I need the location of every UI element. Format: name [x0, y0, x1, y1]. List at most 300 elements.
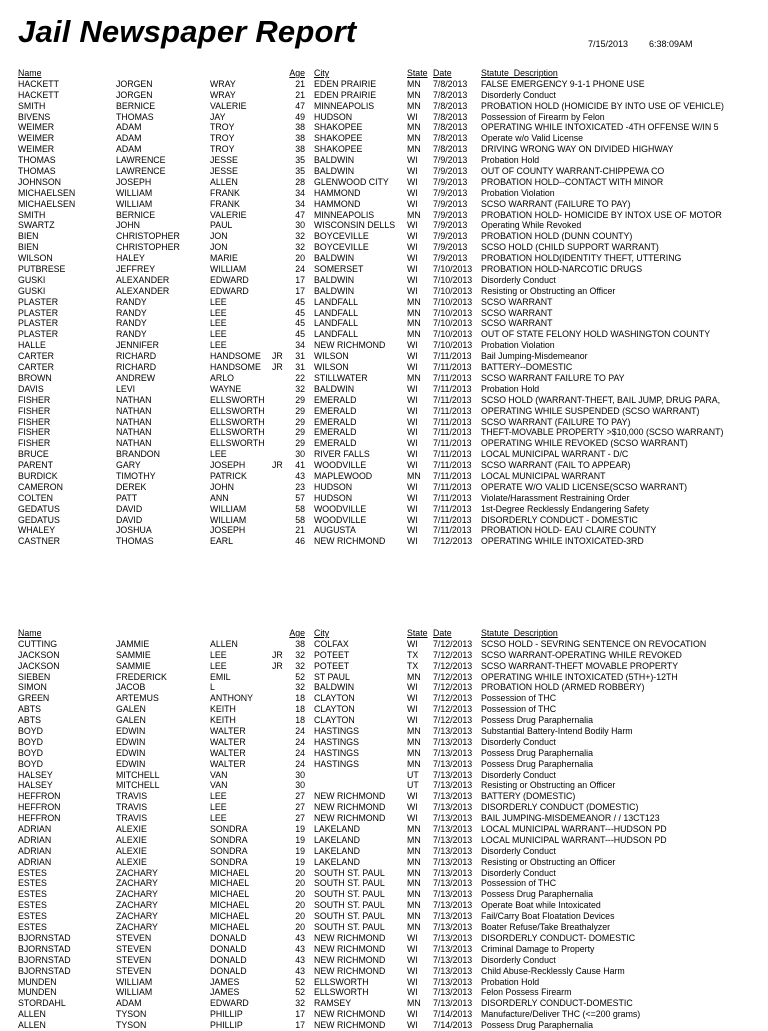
middle-name: PATRICK: [210, 470, 247, 481]
age: 34: [295, 198, 305, 209]
state: WI: [407, 715, 418, 726]
age: 35: [295, 166, 305, 177]
middle-name: WILLIAM: [210, 514, 247, 525]
booking-date: 7/11/2013: [433, 492, 472, 503]
state: WI: [407, 449, 418, 460]
middle-name: LEE: [210, 813, 227, 824]
first-name: DAVID: [116, 503, 143, 514]
first-name: STEVEN: [116, 932, 152, 943]
last-name: FISHER: [18, 394, 51, 405]
state: WI: [407, 285, 418, 296]
middle-name: TROY: [210, 133, 235, 144]
table-row: [0, 824, 768, 835]
booking-date: 7/9/2013: [433, 231, 468, 242]
state: WI: [407, 503, 418, 514]
table-row: [0, 639, 768, 650]
last-name: CAMERON: [18, 481, 63, 492]
state: WI: [407, 813, 418, 824]
middle-name: SONDRA: [210, 856, 248, 867]
state: WI: [407, 383, 418, 394]
age: 22: [295, 372, 305, 383]
state: WI: [407, 638, 418, 649]
last-name: GUSKI: [18, 274, 46, 285]
city: LANDFALL: [314, 296, 359, 307]
suffix: JR: [272, 649, 283, 660]
table-row: [0, 933, 768, 944]
statute-description: DISORDERLY CONDUCT (DOMESTIC): [481, 802, 639, 813]
first-name: HALEY: [116, 253, 145, 264]
table-row: [0, 911, 768, 922]
age: 38: [295, 144, 305, 155]
last-name: BIEN: [18, 231, 39, 242]
state: WI: [407, 987, 418, 998]
middle-name: WILLIAM: [210, 503, 247, 514]
first-name: CHRISTOPHER: [116, 231, 180, 242]
table-row: [0, 90, 768, 101]
table-row: [0, 264, 768, 275]
state: WI: [407, 176, 418, 187]
city: EMERALD: [314, 405, 357, 416]
state: WI: [407, 481, 418, 492]
statute-description: Probation Violation: [481, 340, 555, 351]
state: WI: [407, 155, 418, 166]
state: WI: [407, 525, 418, 536]
statute-description: Bail Jumping-Misdemeanor: [481, 351, 588, 362]
age: 32: [295, 383, 305, 394]
state: WI: [407, 340, 418, 351]
middle-name: MICHAEL: [210, 911, 250, 922]
age: 30: [295, 780, 305, 791]
last-name: ALLEN: [18, 1009, 46, 1020]
middle-name: WAYNE: [210, 383, 242, 394]
booking-date: 7/11/2013: [433, 514, 472, 525]
last-name: GREEN: [18, 693, 50, 704]
statute-description: Possession of THC: [481, 878, 557, 889]
statute-description: Felon Possess Firearm: [481, 987, 572, 998]
statute-description: Probation Hold: [481, 383, 540, 394]
booking-date: 7/11/2013: [433, 503, 472, 514]
booking-date: 7/9/2013: [433, 176, 468, 187]
statute-description: Disorderly Conduct: [481, 274, 556, 285]
state: WI: [407, 198, 418, 209]
first-name: LAWRENCE: [116, 166, 166, 177]
last-name: ADRIAN: [18, 824, 52, 835]
booking-date: 7/10/2013: [433, 264, 473, 275]
state: MN: [407, 122, 421, 133]
city: HAMMOND: [314, 198, 361, 209]
age: 30: [295, 449, 305, 460]
table-row: [0, 297, 768, 308]
booking-date: 7/12/2013: [433, 693, 473, 704]
table-row: [0, 101, 768, 112]
middle-name: JOHN: [210, 481, 234, 492]
first-name: EDWIN: [116, 758, 146, 769]
booking-date: 7/13/2013: [433, 889, 473, 900]
statute-description: Possession of Firearm by Felon: [481, 111, 605, 122]
last-name: HACKETT: [18, 89, 60, 100]
first-name: ANDREW: [116, 372, 156, 383]
city: BALDWIN: [314, 285, 355, 296]
suffix: JR: [272, 362, 283, 373]
first-name: PATT: [116, 492, 138, 503]
middle-name: KEITH: [210, 715, 236, 726]
state: WI: [407, 166, 418, 177]
middle-name: LEE: [210, 649, 227, 660]
table-row: [0, 536, 768, 547]
state: MN: [407, 133, 421, 144]
last-name: BIVENS: [18, 111, 51, 122]
last-name: BROWN: [18, 372, 52, 383]
booking-date: 7/13/2013: [433, 911, 473, 922]
city: NEW RICHMOND: [314, 965, 386, 976]
statute-description: Operate Boat while Intoxicated: [481, 900, 601, 911]
column-header-row: [0, 628, 768, 639]
age: 45: [295, 318, 305, 329]
last-name: WEIMER: [18, 133, 55, 144]
city: NEW RICHMOND: [314, 943, 386, 954]
last-name: GUSKI: [18, 285, 46, 296]
booking-date: 7/13/2013: [433, 965, 473, 976]
age: 19: [295, 856, 305, 867]
table-row: [0, 770, 768, 781]
last-name: SIEBEN: [18, 671, 51, 682]
header-name: Name: [18, 68, 42, 78]
city: EMERALD: [314, 394, 357, 405]
first-name: ADAM: [116, 144, 142, 155]
city: RIVER FALLS: [314, 449, 370, 460]
city: HASTINGS: [314, 758, 359, 769]
city: ST PAUL: [314, 671, 350, 682]
last-name: CARTER: [18, 351, 55, 362]
first-name: JORGEN: [116, 89, 153, 100]
state: MN: [407, 100, 421, 111]
last-name: BJORNSTAD: [18, 943, 71, 954]
table-row: [0, 759, 768, 770]
booking-date: 7/13/2013: [433, 736, 473, 747]
first-name: STEVEN: [116, 943, 152, 954]
last-name: BOYD: [18, 747, 43, 758]
table-row: [0, 460, 768, 471]
city: SHAKOPEE: [314, 133, 363, 144]
first-name: TIMOTHY: [116, 470, 156, 481]
state: WI: [407, 954, 418, 965]
booking-date: 7/12/2013: [433, 536, 473, 547]
first-name: DAVID: [116, 514, 143, 525]
age: 35: [295, 155, 305, 166]
middle-name: LEE: [210, 340, 227, 351]
table-row: [0, 857, 768, 868]
booking-date: 7/13/2013: [433, 813, 473, 824]
statute-description: OPERATING WHILE REVOKED (SCSO WARRANT): [481, 438, 688, 449]
age: 18: [295, 704, 305, 715]
first-name: TYSON: [116, 1020, 147, 1031]
middle-name: JON: [210, 231, 228, 242]
report-section-1: [0, 68, 768, 547]
statute-description: SCSO WARRANT FAILURE TO PAY: [481, 372, 625, 383]
first-name: ALEXIE: [116, 834, 147, 845]
state: MN: [407, 736, 421, 747]
city: CLAYTON: [314, 704, 355, 715]
age: 32: [295, 998, 305, 1009]
table-row: [0, 395, 768, 406]
statute-description: 1st-Degree Recklessly Endangering Safety: [481, 503, 649, 514]
age: 20: [295, 900, 305, 911]
first-name: RANDY: [116, 329, 147, 340]
statute-description: PROBATION HOLD- HOMICIDE BY INTOX USE OF MOTOR: [481, 209, 722, 220]
booking-date: 7/12/2013: [433, 649, 473, 660]
statute-description: SCSO WARRANT (FAILURE TO PAY): [481, 416, 631, 427]
state: WI: [407, 976, 418, 987]
age: 32: [295, 649, 305, 660]
city: EMERALD: [314, 438, 357, 449]
age: 49: [295, 111, 305, 122]
booking-date: 7/11/2013: [433, 405, 472, 416]
middle-name: ELLSWORTH: [210, 438, 265, 449]
state: WI: [407, 704, 418, 715]
last-name: MUNDEN: [18, 987, 57, 998]
city: HAMMOND: [314, 187, 361, 198]
age: 52: [295, 976, 305, 987]
state: MN: [407, 856, 421, 867]
city: HASTINGS: [314, 726, 359, 737]
state: WI: [407, 427, 418, 438]
middle-name: ELLSWORTH: [210, 427, 265, 438]
city: NEW RICHMOND: [314, 1020, 386, 1031]
first-name: WILLIAM: [116, 198, 153, 209]
state: WI: [407, 514, 418, 525]
first-name: ZACHARY: [116, 867, 158, 878]
age: 21: [295, 78, 305, 89]
last-name: COLTEN: [18, 492, 54, 503]
state: WI: [407, 351, 418, 362]
first-name: RANDY: [116, 318, 147, 329]
age: 30: [295, 220, 305, 231]
last-name: ABTS: [18, 704, 41, 715]
state: MN: [407, 209, 421, 220]
age: 58: [295, 514, 305, 525]
table-row: [0, 813, 768, 824]
booking-date: 7/13/2013: [433, 954, 473, 965]
statute-description: Disorderly Conduct: [481, 845, 556, 856]
city: BOYCEVILLE: [314, 242, 369, 253]
last-name: BOYD: [18, 726, 43, 737]
last-name: THOMAS: [18, 166, 56, 177]
middle-name: VALERIE: [210, 100, 247, 111]
age: 27: [295, 802, 305, 813]
middle-name: HANDSOME: [210, 362, 261, 373]
table-row: [0, 166, 768, 177]
statute-description: LOCAL MUNICIPAL WARRANT---HUDSON PD: [481, 834, 667, 845]
table-row: [0, 144, 768, 155]
age: 41: [295, 460, 305, 471]
city: LAKELAND: [314, 824, 360, 835]
last-name: BRUCE: [18, 449, 49, 460]
first-name: NATHAN: [116, 416, 152, 427]
booking-date: 7/13/2013: [433, 943, 473, 954]
last-name: SMITH: [18, 100, 46, 111]
last-name: BJORNSTAD: [18, 954, 71, 965]
booking-date: 7/10/2013: [433, 296, 473, 307]
last-name: ALLEN: [18, 1020, 46, 1031]
table-row: [0, 737, 768, 748]
city: SOUTH ST. PAUL: [314, 922, 385, 933]
middle-name: LEE: [210, 791, 227, 802]
last-name: WHALEY: [18, 525, 56, 536]
age: 18: [295, 693, 305, 704]
table-row: [0, 188, 768, 199]
table-row: [0, 780, 768, 791]
age: 23: [295, 481, 305, 492]
table-row: [0, 922, 768, 933]
age: 38: [295, 638, 305, 649]
first-name: MITCHELL: [116, 780, 160, 791]
statute-description: Disorderly Conduct: [481, 954, 556, 965]
table-row: [0, 340, 768, 351]
city: WILSON: [314, 351, 349, 362]
first-name: BERNICE: [116, 209, 156, 220]
statute-description: Possess Drug Paraphernalia: [481, 889, 593, 900]
statute-description: LOCAL MUNICIPAL WARRANT---HUDSON PD: [481, 824, 667, 835]
table-row: [0, 493, 768, 504]
city: SOUTH ST. PAUL: [314, 867, 385, 878]
last-name: HACKETT: [18, 78, 60, 89]
state: MN: [407, 845, 421, 856]
state: MN: [407, 900, 421, 911]
middle-name: FRANK: [210, 198, 240, 209]
city: CLAYTON: [314, 715, 355, 726]
middle-name: HANDSOME: [210, 351, 261, 362]
state: WI: [407, 416, 418, 427]
booking-date: 7/11/2013: [433, 394, 472, 405]
middle-name: TROY: [210, 122, 235, 133]
age: 45: [295, 329, 305, 340]
statute-description: Violate/Harassment Restraining Order: [481, 492, 630, 503]
middle-name: EDWARD: [210, 998, 249, 1009]
age: 20: [295, 253, 305, 264]
table-row: [0, 449, 768, 460]
first-name: ZACHARY: [116, 878, 158, 889]
last-name: STORDAHL: [18, 998, 66, 1009]
city: ELLSWORTH: [314, 976, 369, 987]
booking-date: 7/12/2013: [433, 671, 473, 682]
city: WILSON: [314, 362, 349, 373]
last-name: SIMON: [18, 682, 47, 693]
statute-description: SCSO WARRANT-OPERATING WHILE REVOKED: [481, 649, 682, 660]
age: 21: [295, 525, 305, 536]
age: 34: [295, 340, 305, 351]
last-name: PLASTER: [18, 318, 59, 329]
middle-name: JOSEPH: [210, 525, 246, 536]
last-name: PLASTER: [18, 307, 59, 318]
age: 43: [295, 932, 305, 943]
middle-name: KEITH: [210, 704, 236, 715]
state: WI: [407, 274, 418, 285]
report-section-2: [0, 628, 768, 1031]
table-row: [0, 177, 768, 188]
state: WI: [407, 231, 418, 242]
age: 43: [295, 954, 305, 965]
statute-description: Child Abuse-Recklessly Cause Harm: [481, 965, 625, 976]
middle-name: JESSE: [210, 155, 238, 166]
state: MN: [407, 834, 421, 845]
booking-date: 7/13/2013: [433, 780, 473, 791]
first-name: GALEN: [116, 704, 146, 715]
first-name: BRANDON: [116, 449, 160, 460]
first-name: ZACHARY: [116, 900, 158, 911]
statute-description: Probation Violation: [481, 187, 555, 198]
table-row: [0, 308, 768, 319]
age: 47: [295, 209, 305, 220]
header-statute: Statute_Description: [481, 68, 558, 78]
state: WI: [407, 460, 418, 471]
age: 17: [295, 285, 305, 296]
city: HUDSON: [314, 481, 353, 492]
last-name: GEDATUS: [18, 503, 60, 514]
table-row: [0, 878, 768, 889]
middle-name: ANN: [210, 492, 229, 503]
city: COLFAX: [314, 638, 349, 649]
age: 32: [295, 682, 305, 693]
last-name: MICHAELSEN: [18, 198, 76, 209]
statute-description: DISORDERLY CONDUCT-DOMESTIC: [481, 998, 633, 1009]
middle-name: L: [210, 682, 215, 693]
middle-name: SONDRA: [210, 845, 248, 856]
city: SOMERSET: [314, 264, 364, 275]
middle-name: ELLSWORTH: [210, 405, 265, 416]
state: MN: [407, 372, 421, 383]
last-name: ESTES: [18, 922, 47, 933]
last-name: FISHER: [18, 416, 51, 427]
last-name: THOMAS: [18, 155, 56, 166]
age: 19: [295, 834, 305, 845]
age: 52: [295, 987, 305, 998]
table-row: [0, 944, 768, 955]
city: SOUTH ST. PAUL: [314, 900, 385, 911]
age: 29: [295, 438, 305, 449]
age: 29: [295, 394, 305, 405]
table-row: [0, 286, 768, 297]
city: BALDWIN: [314, 274, 355, 285]
table-row: [0, 1009, 768, 1020]
first-name: ARTEMUS: [116, 693, 159, 704]
statute-description: Resisting or Obstructing an Officer: [481, 856, 616, 867]
first-name: RICHARD: [116, 362, 157, 373]
statute-description: Manufacture/Deliver THC (<=200 grams): [481, 1009, 641, 1020]
statute-description: OPERATING WHILE INTOXICATED (5TH+)-12TH: [481, 671, 678, 682]
booking-date: 7/13/2013: [433, 867, 473, 878]
middle-name: WALTER: [210, 726, 246, 737]
last-name: BIEN: [18, 242, 39, 253]
age: 19: [295, 845, 305, 856]
last-name: CUTTING: [18, 638, 58, 649]
booking-date: 7/13/2013: [433, 834, 473, 845]
age: 24: [295, 726, 305, 737]
statute-description: SCSO HOLD (CHILD SUPPORT WARRANT): [481, 242, 659, 253]
first-name: EDWIN: [116, 736, 146, 747]
first-name: NATHAN: [116, 427, 152, 438]
first-name: EDWIN: [116, 726, 146, 737]
statute-description: OPERATE W/O VALID LICENSE(SCSO WARRANT): [481, 481, 688, 492]
booking-date: 7/11/2013: [433, 525, 472, 536]
table-row: [0, 693, 768, 704]
booking-date: 7/11/2013: [433, 372, 472, 383]
state: WI: [407, 693, 418, 704]
last-name: JACKSON: [18, 660, 60, 671]
statute-description: DISORDERLY CONDUCT- DOMESTIC: [481, 932, 636, 943]
middle-name: EDWARD: [210, 285, 249, 296]
first-name: NATHAN: [116, 405, 152, 416]
city: NEW RICHMOND: [314, 791, 386, 802]
